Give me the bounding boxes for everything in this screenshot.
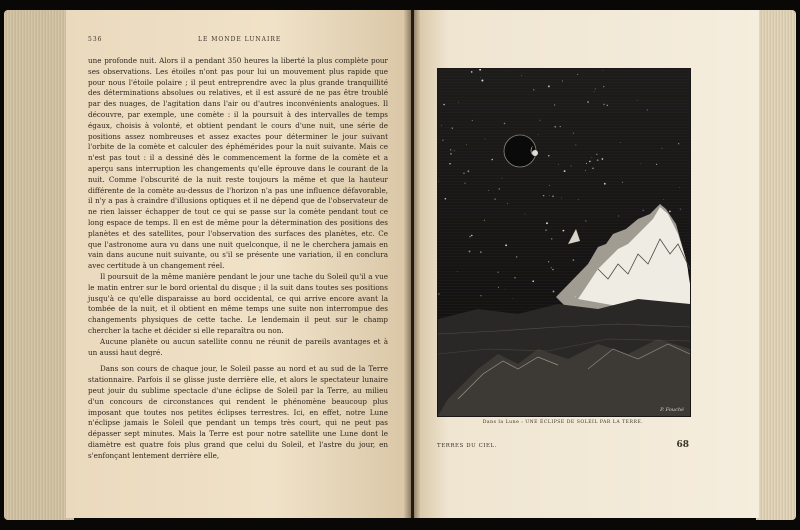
star xyxy=(586,163,587,164)
star xyxy=(607,105,608,106)
star xyxy=(466,144,467,145)
star xyxy=(620,142,621,143)
star xyxy=(602,158,604,160)
plate-caption: Dans la Lune : UNE ÉCLIPSE DE SOLEIL PAR LA TERRE. xyxy=(482,420,644,425)
star xyxy=(505,289,506,290)
star xyxy=(553,290,555,292)
star xyxy=(533,89,534,90)
star xyxy=(471,235,472,236)
lunar-eclipse-engraving xyxy=(438,69,690,416)
star xyxy=(548,85,550,87)
star xyxy=(575,145,576,146)
star xyxy=(622,182,623,183)
star xyxy=(497,272,498,273)
star xyxy=(573,259,575,261)
star xyxy=(548,155,549,156)
star xyxy=(597,159,599,161)
star xyxy=(469,250,471,252)
star xyxy=(585,170,586,171)
star xyxy=(471,71,473,73)
star xyxy=(469,236,471,238)
star xyxy=(678,143,679,144)
left-page-edges xyxy=(4,10,74,520)
star xyxy=(552,195,554,197)
star xyxy=(663,199,664,200)
star xyxy=(589,161,591,163)
star xyxy=(661,148,662,149)
star xyxy=(516,256,517,257)
star xyxy=(552,269,553,270)
star xyxy=(594,92,595,93)
paragraph: Aucune planète ou aucun satellite connu ne réunit de pareils avantages et à un aussi haut degré. xyxy=(88,336,388,357)
star xyxy=(463,172,465,174)
page-footer xyxy=(437,441,689,453)
star xyxy=(538,134,539,135)
star xyxy=(450,149,451,150)
star xyxy=(551,267,552,268)
star xyxy=(543,195,545,197)
star xyxy=(450,153,451,154)
star xyxy=(587,101,589,103)
star xyxy=(499,188,500,189)
star xyxy=(618,216,619,217)
star xyxy=(603,104,605,106)
star xyxy=(592,168,593,169)
star xyxy=(514,277,515,278)
star xyxy=(507,203,508,204)
right-page-edges xyxy=(756,10,796,520)
star xyxy=(505,244,507,246)
star xyxy=(578,199,579,200)
star xyxy=(637,100,638,101)
running-title: LE MONDE LUNAIRE xyxy=(198,36,282,43)
star xyxy=(494,198,495,199)
star xyxy=(452,127,453,128)
star xyxy=(472,120,473,121)
star xyxy=(458,102,459,103)
star xyxy=(502,178,503,179)
book-gutter xyxy=(404,10,420,518)
star xyxy=(443,104,445,106)
star xyxy=(454,150,455,151)
star xyxy=(546,222,548,224)
star xyxy=(525,214,526,215)
star xyxy=(554,104,555,105)
star xyxy=(603,70,604,71)
star xyxy=(512,298,513,299)
star xyxy=(564,170,566,172)
star xyxy=(640,163,641,164)
star xyxy=(549,185,550,186)
star xyxy=(445,198,447,200)
star xyxy=(438,293,439,294)
star xyxy=(498,287,499,288)
star xyxy=(562,81,563,82)
star xyxy=(554,126,556,128)
star xyxy=(481,80,483,82)
star xyxy=(491,159,493,161)
star xyxy=(680,209,681,210)
star xyxy=(561,198,562,199)
star xyxy=(442,140,443,141)
star xyxy=(558,164,559,165)
star xyxy=(560,126,561,127)
star xyxy=(504,123,506,125)
star xyxy=(679,187,680,188)
paragraph: une profonde nuit. Alors il a pendant 350 heures la liberté la plus complète pour ses observations. Les étoiles n'ont pas pour lui un mouvement plus rapide que pour nous l'étoile polaire ; il peut entreprendre avec la plus grande tranquillité des déterminations absolues ou relatives, et il est assuré de ne pas être troublé par des nuages, de l'agitation dans l'air ou d'autres inconvénients analogues. Il découvre, par exemple, une comète : il la poursuit à des intervalles de temps égaux, choisis à volonté, et obtient pendant le cours d'une nuit, une série de positions assez nombreuses et assez exactes pour déterminer le jour suivant l'orbite de la comète et calculer des éphémérides pour la nuit suivante. Mais ce n'est pas tout : il a dessiné dès le commencement la forme de la comète et a aperçu sans interruption les changements qu'elle éprouve dans le courant de la nuit. Comme l'obscurité de la nuit reste toujours la même et que la hauteur différente de la comète au-dessus de l'horizon n'a pas une influence défavorable, il n'y a pas à craindre d'illusions optiques et il ne dépend que de l'observateur de ne rien laisser échapper de tout ce qui se passe sur la comète pendant tout ce long espace de temps. Il en est de même pour la détermination des positions des planètes et des satellites, pour l'observation des surfaces des planètes, etc. Ce que l'astronome aura vu dans une nuit quelconque, il ne le cherchera jamais en vain dans aucune nuit suivante, ou s'il se présente une variation, il en conclura avec certitude à un changement réel. xyxy=(88,56,388,271)
star xyxy=(480,295,481,296)
paragraph: Il poursuit de la même manière pendant le jour une tache du Soleil qu'il a vue le matin entrer sur le bord oriental du disque ; il la suit dans toutes ses positions jusqu'à ce qu'elle disparaisse au bord occidental, ce qui arrive encore avant la tombée de la nuit, et il obtient en même temps une suite non interrompue des changements physiques de cette tache. Le lendemain il peut sur le champ chercher la tache et décider si elle reparaîtra ou non. xyxy=(88,271,388,335)
star xyxy=(596,154,597,155)
star xyxy=(591,157,592,158)
signature-mark: TERRES DU CIEL. xyxy=(437,443,498,449)
star xyxy=(548,261,549,262)
star xyxy=(571,166,572,167)
star xyxy=(467,170,469,172)
star xyxy=(485,139,486,140)
star xyxy=(603,86,604,87)
star xyxy=(643,210,644,211)
star xyxy=(488,190,489,191)
star xyxy=(480,77,481,78)
sheet-number: 68 xyxy=(676,440,689,450)
star xyxy=(441,125,442,126)
star xyxy=(551,238,552,239)
star xyxy=(539,120,540,121)
star xyxy=(484,220,485,221)
star xyxy=(521,75,522,76)
star xyxy=(457,271,458,272)
star xyxy=(464,183,465,184)
page-number: 536 xyxy=(88,36,103,43)
engraving-plate xyxy=(437,68,691,417)
star xyxy=(573,133,574,134)
star xyxy=(656,164,657,165)
star xyxy=(585,220,586,221)
star xyxy=(549,195,550,196)
star xyxy=(647,109,648,110)
star xyxy=(532,280,534,282)
star xyxy=(480,251,481,252)
star xyxy=(545,229,547,231)
star xyxy=(449,163,451,165)
engraver-signature: P. Fouché xyxy=(660,407,684,413)
paragraph: Dans son cours de chaque jour, le Soleil passe au nord et au sud de la Terre stationnaire. Parfois il se glisse juste derrière elle, et alors le spectateur lunaire peut jouir du sublime spectacle d'une éclipse de Soleil par la Terre, au milieu d'un concours de circonstances qui rendent le phénomène beaucoup plus imposant que toutes nos petites éclipses terrestres. Ici, en effet, notre Lune n'éclipse jamais le Soleil que pendant un temps très court, qui ne peut pas dépasser sept minutes. Mais la Terre est pour notre satellite une Lune dont le diamètre est quatre fois plus grand que celui du Soleil, et l'astre du jour, en s'enfonçant lentement derrière elle, xyxy=(88,364,388,460)
star xyxy=(669,211,671,213)
star xyxy=(577,74,578,75)
running-head xyxy=(88,36,388,48)
star xyxy=(604,183,606,185)
star xyxy=(563,230,565,232)
star xyxy=(595,88,596,89)
body-text xyxy=(88,56,388,461)
